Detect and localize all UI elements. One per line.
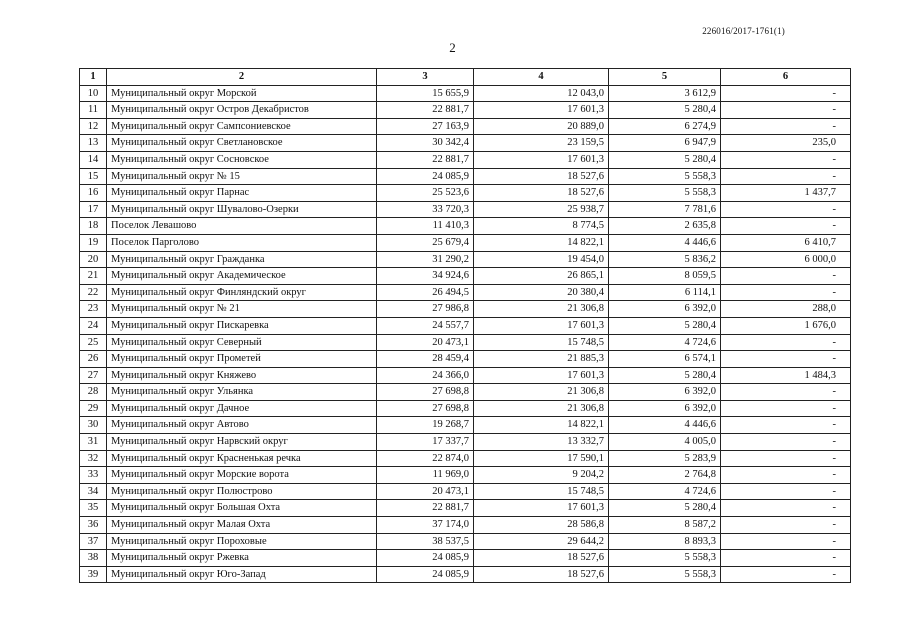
value-col3-cell: 37 174,0 <box>377 517 474 534</box>
district-name-cell: Муниципальный округ Сампсониевское <box>107 118 377 135</box>
value-col5-cell: 5 280,4 <box>609 367 721 384</box>
value-col4-cell: 20 380,4 <box>474 284 609 301</box>
value-col6-cell: - <box>721 218 851 235</box>
value-col3-cell: 20 473,1 <box>377 334 474 351</box>
row-number-cell: 19 <box>80 234 107 251</box>
value-col3-cell: 25 523,6 <box>377 185 474 202</box>
district-name-cell: Муниципальный округ Гражданка <box>107 251 377 268</box>
table-row <box>80 301 851 318</box>
table-row <box>80 400 851 417</box>
value-col3-cell: 27 698,8 <box>377 400 474 417</box>
value-col3-cell: 15 655,9 <box>377 85 474 102</box>
value-col4-cell: 8 774,5 <box>474 218 609 235</box>
value-col5-cell: 4 005,0 <box>609 434 721 451</box>
value-col4-cell: 25 938,7 <box>474 201 609 218</box>
district-name-cell: Муниципальный округ Сосновское <box>107 151 377 168</box>
value-col5-cell: 6 574,1 <box>609 351 721 368</box>
district-name-cell: Муниципальный округ Прометей <box>107 351 377 368</box>
value-col5-cell: 3 612,9 <box>609 85 721 102</box>
value-col6-cell: - <box>721 268 851 285</box>
value-col4-cell: 14 822,1 <box>474 234 609 251</box>
value-col3-cell: 33 720,3 <box>377 201 474 218</box>
value-col5-cell: 4 724,6 <box>609 483 721 500</box>
row-number-cell: 29 <box>80 400 107 417</box>
value-col4-cell: 17 601,3 <box>474 151 609 168</box>
district-name-cell: Муниципальный округ Светлановское <box>107 135 377 152</box>
value-col5-cell: 2 764,8 <box>609 467 721 484</box>
column-header: 4 <box>474 69 609 86</box>
value-col5-cell: 5 558,3 <box>609 550 721 567</box>
district-name-cell: Муниципальный округ Полюстрово <box>107 483 377 500</box>
value-col5-cell: 5 280,4 <box>609 102 721 119</box>
value-col4-cell: 21 306,8 <box>474 384 609 401</box>
table-header-row <box>80 69 851 86</box>
row-number-cell: 24 <box>80 317 107 334</box>
value-col3-cell: 27 698,8 <box>377 384 474 401</box>
district-name-cell: Муниципальный округ Юго-Запад <box>107 566 377 583</box>
table-row <box>80 118 851 135</box>
district-name-cell: Муниципальный округ Малая Охта <box>107 517 377 534</box>
row-number-cell: 39 <box>80 566 107 583</box>
table-row <box>80 483 851 500</box>
value-col5-cell: 5 558,3 <box>609 185 721 202</box>
value-col5-cell: 4 446,6 <box>609 417 721 434</box>
value-col3-cell: 24 085,9 <box>377 550 474 567</box>
column-header: 6 <box>721 69 851 86</box>
value-col3-cell: 24 366,0 <box>377 367 474 384</box>
table-row <box>80 351 851 368</box>
value-col6-cell: - <box>721 118 851 135</box>
table-body <box>80 85 851 583</box>
value-col3-cell: 24 085,9 <box>377 566 474 583</box>
value-col3-cell: 11 969,0 <box>377 467 474 484</box>
value-col6-cell: 1 484,3 <box>721 367 851 384</box>
value-col6-cell: - <box>721 351 851 368</box>
table-row <box>80 218 851 235</box>
table-row <box>80 367 851 384</box>
value-col6-cell: - <box>721 85 851 102</box>
value-col5-cell: 5 558,3 <box>609 168 721 185</box>
value-col3-cell: 22 881,7 <box>377 151 474 168</box>
row-number-cell: 21 <box>80 268 107 285</box>
district-name-cell: Муниципальный округ Дачное <box>107 400 377 417</box>
row-number-cell: 16 <box>80 185 107 202</box>
value-col6-cell: - <box>721 102 851 119</box>
value-col6-cell: - <box>721 450 851 467</box>
table-row <box>80 268 851 285</box>
value-col4-cell: 18 527,6 <box>474 550 609 567</box>
value-col6-cell: - <box>721 500 851 517</box>
value-col5-cell: 8 587,2 <box>609 517 721 534</box>
row-number-cell: 36 <box>80 517 107 534</box>
district-name-cell: Муниципальный округ Парнас <box>107 185 377 202</box>
value-col4-cell: 18 527,6 <box>474 566 609 583</box>
value-col4-cell: 20 889,0 <box>474 118 609 135</box>
district-name-cell: Муниципальный округ Пискаревка <box>107 317 377 334</box>
row-number-cell: 23 <box>80 301 107 318</box>
value-col3-cell: 25 679,4 <box>377 234 474 251</box>
value-col6-cell: 6 410,7 <box>721 234 851 251</box>
value-col6-cell: - <box>721 434 851 451</box>
value-col6-cell: - <box>721 400 851 417</box>
value-col3-cell: 27 986,8 <box>377 301 474 318</box>
row-number-cell: 35 <box>80 500 107 517</box>
table-row <box>80 384 851 401</box>
district-name-cell: Муниципальный округ Ржевка <box>107 550 377 567</box>
column-header: 2 <box>107 69 377 86</box>
table-row <box>80 185 851 202</box>
value-col4-cell: 18 527,6 <box>474 168 609 185</box>
district-name-cell: Муниципальный округ Остров Декабристов <box>107 102 377 119</box>
column-header: 1 <box>80 69 107 86</box>
row-number-cell: 17 <box>80 201 107 218</box>
value-col5-cell: 7 781,6 <box>609 201 721 218</box>
table-row <box>80 234 851 251</box>
value-col5-cell: 5 280,4 <box>609 317 721 334</box>
row-number-cell: 11 <box>80 102 107 119</box>
value-col6-cell: - <box>721 284 851 301</box>
row-number-cell: 26 <box>80 351 107 368</box>
table-row <box>80 334 851 351</box>
row-number-cell: 13 <box>80 135 107 152</box>
row-number-cell: 18 <box>80 218 107 235</box>
value-col4-cell: 26 865,1 <box>474 268 609 285</box>
value-col6-cell: - <box>721 201 851 218</box>
value-col4-cell: 17 601,3 <box>474 102 609 119</box>
value-col6-cell: - <box>721 467 851 484</box>
value-col6-cell: - <box>721 517 851 534</box>
value-col6-cell: 288,0 <box>721 301 851 318</box>
district-name-cell: Муниципальный округ Финляндский округ <box>107 284 377 301</box>
value-col5-cell: 5 283,9 <box>609 450 721 467</box>
district-name-cell: Муниципальный округ Шувалово-Озерки <box>107 201 377 218</box>
value-col4-cell: 28 586,8 <box>474 517 609 534</box>
value-col6-cell: - <box>721 483 851 500</box>
column-header: 5 <box>609 69 721 86</box>
row-number-cell: 28 <box>80 384 107 401</box>
value-col3-cell: 19 268,7 <box>377 417 474 434</box>
row-number-cell: 12 <box>80 118 107 135</box>
value-col3-cell: 11 410,3 <box>377 218 474 235</box>
row-number-cell: 15 <box>80 168 107 185</box>
document-id: 226016/2017-1761(1) <box>702 26 785 36</box>
value-col4-cell: 29 644,2 <box>474 533 609 550</box>
district-name-cell: Муниципальный округ Ульянка <box>107 384 377 401</box>
table-row <box>80 517 851 534</box>
value-col4-cell: 17 601,3 <box>474 500 609 517</box>
value-col4-cell: 14 822,1 <box>474 417 609 434</box>
value-col4-cell: 15 748,5 <box>474 334 609 351</box>
district-name-cell: Муниципальный округ Академическое <box>107 268 377 285</box>
table-row <box>80 151 851 168</box>
value-col5-cell: 4 724,6 <box>609 334 721 351</box>
value-col6-cell: 1 437,7 <box>721 185 851 202</box>
district-name-cell: Поселок Левашово <box>107 218 377 235</box>
table-row <box>80 251 851 268</box>
row-number-cell: 38 <box>80 550 107 567</box>
value-col5-cell: 6 392,0 <box>609 301 721 318</box>
table-row <box>80 317 851 334</box>
row-number-cell: 10 <box>80 85 107 102</box>
value-col6-cell: 6 000,0 <box>721 251 851 268</box>
value-col4-cell: 19 454,0 <box>474 251 609 268</box>
district-name-cell: Муниципальный округ № 15 <box>107 168 377 185</box>
value-col6-cell: - <box>721 151 851 168</box>
value-col4-cell: 21 885,3 <box>474 351 609 368</box>
table-row <box>80 284 851 301</box>
row-number-cell: 22 <box>80 284 107 301</box>
table-row <box>80 135 851 152</box>
value-col5-cell: 2 635,8 <box>609 218 721 235</box>
district-name-cell: Муниципальный округ Красненькая речка <box>107 450 377 467</box>
value-col3-cell: 38 537,5 <box>377 533 474 550</box>
district-name-cell: Муниципальный округ Морские ворота <box>107 467 377 484</box>
row-number-cell: 34 <box>80 483 107 500</box>
district-name-cell: Поселок Парголово <box>107 234 377 251</box>
value-col6-cell: - <box>721 566 851 583</box>
column-header: 3 <box>377 69 474 86</box>
district-name-cell: Муниципальный округ № 21 <box>107 301 377 318</box>
value-col3-cell: 17 337,7 <box>377 434 474 451</box>
value-col4-cell: 21 306,8 <box>474 400 609 417</box>
value-col5-cell: 6 392,0 <box>609 400 721 417</box>
district-name-cell: Муниципальный округ Северный <box>107 334 377 351</box>
district-name-cell: Муниципальный округ Нарвский округ <box>107 434 377 451</box>
value-col5-cell: 5 836,2 <box>609 251 721 268</box>
value-col6-cell: 1 676,0 <box>721 317 851 334</box>
value-col3-cell: 27 163,9 <box>377 118 474 135</box>
value-col5-cell: 4 446,6 <box>609 234 721 251</box>
row-number-cell: 30 <box>80 417 107 434</box>
row-number-cell: 33 <box>80 467 107 484</box>
value-col4-cell: 17 601,3 <box>474 367 609 384</box>
row-number-cell: 31 <box>80 434 107 451</box>
value-col5-cell: 5 280,4 <box>609 151 721 168</box>
value-col6-cell: - <box>721 334 851 351</box>
value-col6-cell: - <box>721 384 851 401</box>
value-col5-cell: 6 947,9 <box>609 135 721 152</box>
table-row <box>80 533 851 550</box>
table-row <box>80 85 851 102</box>
value-col3-cell: 30 342,4 <box>377 135 474 152</box>
value-col3-cell: 31 290,2 <box>377 251 474 268</box>
row-number-cell: 14 <box>80 151 107 168</box>
value-col3-cell: 20 473,1 <box>377 483 474 500</box>
value-col5-cell: 6 392,0 <box>609 384 721 401</box>
value-col5-cell: 5 558,3 <box>609 566 721 583</box>
value-col3-cell: 24 557,7 <box>377 317 474 334</box>
value-col4-cell: 17 601,3 <box>474 317 609 334</box>
table-row <box>80 467 851 484</box>
value-col3-cell: 34 924,6 <box>377 268 474 285</box>
value-col6-cell: - <box>721 550 851 567</box>
row-number-cell: 27 <box>80 367 107 384</box>
value-col3-cell: 22 881,7 <box>377 102 474 119</box>
value-col5-cell: 5 280,4 <box>609 500 721 517</box>
table-row <box>80 450 851 467</box>
value-col3-cell: 22 874,0 <box>377 450 474 467</box>
value-col3-cell: 28 459,4 <box>377 351 474 368</box>
table-row <box>80 168 851 185</box>
district-name-cell: Муниципальный округ Автово <box>107 417 377 434</box>
value-col6-cell: - <box>721 533 851 550</box>
value-col4-cell: 17 590,1 <box>474 450 609 467</box>
district-name-cell: Муниципальный округ Морской <box>107 85 377 102</box>
table-row <box>80 102 851 119</box>
table-row <box>80 500 851 517</box>
value-col4-cell: 15 748,5 <box>474 483 609 500</box>
value-col6-cell: - <box>721 417 851 434</box>
value-col3-cell: 26 494,5 <box>377 284 474 301</box>
district-name-cell: Муниципальный округ Княжево <box>107 367 377 384</box>
table-row <box>80 566 851 583</box>
district-name-cell: Муниципальный округ Большая Охта <box>107 500 377 517</box>
value-col5-cell: 8 893,3 <box>609 533 721 550</box>
table-row <box>80 434 851 451</box>
value-col4-cell: 12 043,0 <box>474 85 609 102</box>
value-col3-cell: 22 881,7 <box>377 500 474 517</box>
row-number-cell: 20 <box>80 251 107 268</box>
table-row <box>80 550 851 567</box>
value-col4-cell: 9 204,2 <box>474 467 609 484</box>
page-number: 2 <box>449 40 456 55</box>
row-number-cell: 37 <box>80 533 107 550</box>
value-col4-cell: 18 527,6 <box>474 185 609 202</box>
value-col5-cell: 6 274,9 <box>609 118 721 135</box>
data-table <box>79 68 851 583</box>
value-col3-cell: 24 085,9 <box>377 168 474 185</box>
district-name-cell: Муниципальный округ Пороховые <box>107 533 377 550</box>
table-row <box>80 417 851 434</box>
value-col4-cell: 13 332,7 <box>474 434 609 451</box>
table-row <box>80 201 851 218</box>
row-number-cell: 32 <box>80 450 107 467</box>
value-col6-cell: - <box>721 168 851 185</box>
value-col5-cell: 6 114,1 <box>609 284 721 301</box>
row-number-cell: 25 <box>80 334 107 351</box>
value-col4-cell: 23 159,5 <box>474 135 609 152</box>
value-col4-cell: 21 306,8 <box>474 301 609 318</box>
value-col5-cell: 8 059,5 <box>609 268 721 285</box>
value-col6-cell: 235,0 <box>721 135 851 152</box>
